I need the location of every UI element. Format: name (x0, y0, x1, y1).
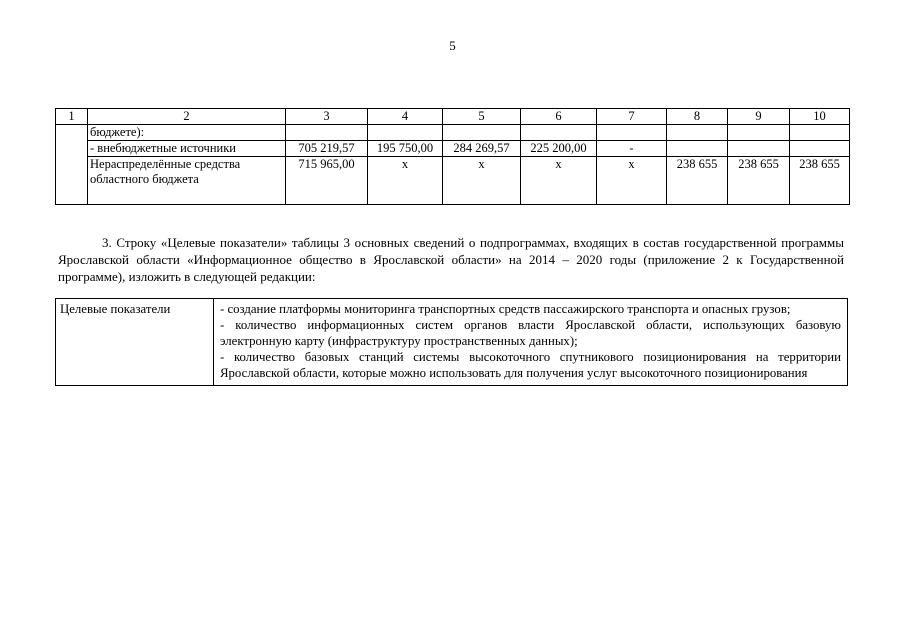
indicator-item: - количество базовых станций системы высокоточного спутникового позиционирования на территории Ярославской области, которые можно использовать для получения услуг высокоточного позиционирования (220, 350, 841, 380)
row-number-cell (56, 125, 88, 205)
table-cell (728, 141, 790, 157)
table-cell: - (597, 141, 667, 157)
table-row (56, 157, 850, 205)
column-header: 4 (368, 109, 443, 125)
table-cell (521, 125, 597, 141)
table-row (56, 141, 850, 157)
table-cell: х (597, 157, 667, 205)
table-cell: 705 219,57 (286, 141, 368, 157)
table-header-row (56, 109, 850, 125)
table-cell: 284 269,57 (443, 141, 521, 157)
table-cell (790, 125, 850, 141)
row-label: бюджете): (88, 125, 286, 141)
table-cell (790, 141, 850, 157)
table-cell: 238 655 (667, 157, 728, 205)
amendment-paragraph: 3. Строку «Целевые показатели» таблицы 3 основных сведений о подпрограммах, входящих в состав государственной программы Ярославской области «Информационное общество в Ярославской области» на 2014 – 2020 годы (приложение 2 к Государственной программе), изложить в следующей редакции: (58, 235, 844, 284)
table-cell (667, 141, 728, 157)
table-cell: х (368, 157, 443, 205)
row-label: - внебюджетные источники (88, 141, 286, 157)
table-cell (443, 125, 521, 141)
table-cell: х (443, 157, 521, 205)
table-cell (667, 125, 728, 141)
column-header: 3 (286, 109, 368, 125)
indicator-item: - создание платформы мониторинга транспортных средств пассажирского транспорта и опасных грузов; (220, 302, 791, 316)
table-cell: 195 750,00 (368, 141, 443, 157)
indicators-table (55, 298, 848, 386)
row-label: Нераспределённые средства областного бюджета (88, 157, 286, 205)
column-header: 6 (521, 109, 597, 125)
table-cell (597, 125, 667, 141)
table-row (56, 299, 848, 386)
indicators-list (214, 299, 848, 386)
column-header: 2 (88, 109, 286, 125)
column-header: 7 (597, 109, 667, 125)
table-cell (286, 125, 368, 141)
column-header: 9 (728, 109, 790, 125)
table-cell: 715 965,00 (286, 157, 368, 205)
table-cell: х (521, 157, 597, 205)
indicator-item: - количество информационных систем органов власти Ярославской области, использующих базовую электронную карту (инфраструктуру пространственных данных); (220, 318, 841, 348)
page-number: 5 (449, 38, 456, 53)
table-cell (368, 125, 443, 141)
column-header: 10 (790, 109, 850, 125)
table-row (56, 125, 850, 141)
table-cell (728, 125, 790, 141)
table-cell: 225 200,00 (521, 141, 597, 157)
indicators-label: Целевые показатели (56, 299, 214, 386)
table-cell: 238 655 (790, 157, 850, 205)
table-cell: 238 655 (728, 157, 790, 205)
budget-table (55, 108, 850, 205)
column-header: 5 (443, 109, 521, 125)
column-header: 8 (667, 109, 728, 125)
column-header: 1 (56, 109, 88, 125)
